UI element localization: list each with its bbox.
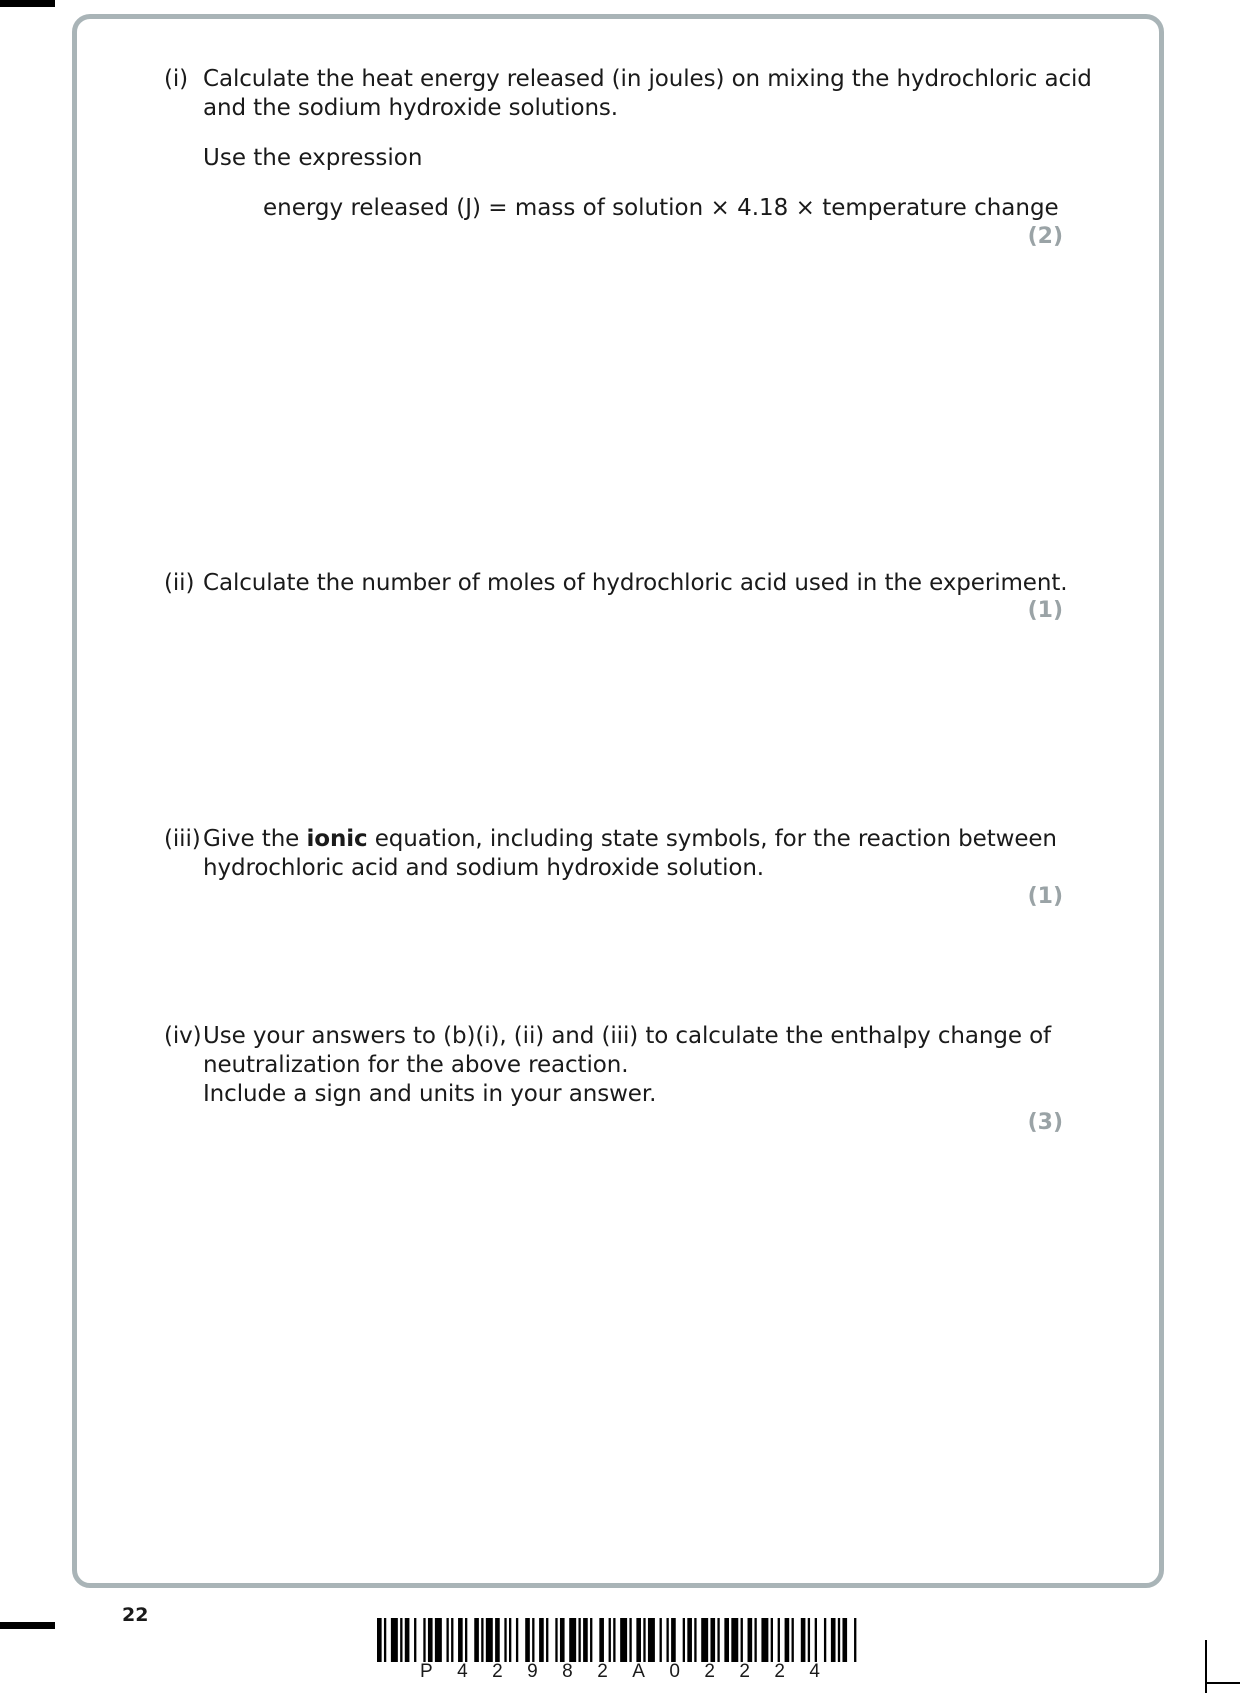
barcode-bar (854, 1618, 856, 1662)
question-text-line: Give the ionic equation, including state symbols, for the reaction between (203, 826, 1057, 852)
marks-label: (1) (1027, 598, 1063, 623)
barcode-char: 2 (774, 1661, 785, 1682)
barcode-bar (516, 1618, 518, 1662)
barcode-bar (560, 1618, 565, 1662)
barcode-bar (599, 1618, 604, 1662)
question-text-line: Calculate the heat energy released (in joules) on mixing the hydrochloric acid (203, 66, 1092, 92)
barcode-bar (583, 1618, 588, 1662)
registration-mark-bottom-right-h (1205, 1682, 1240, 1684)
barcode-bar (748, 1618, 753, 1662)
barcode-bar (525, 1618, 530, 1662)
barcode-bar (609, 1618, 611, 1662)
barcode-bar (629, 1618, 631, 1662)
barcode-bar (636, 1618, 641, 1662)
barcode-bar (377, 1618, 382, 1662)
barcode-char: 9 (527, 1661, 538, 1682)
expression-intro: Use the expression (203, 145, 423, 171)
energy-expression: energy released (J) = mass of solution × 4.18 × temperature change (263, 195, 1059, 221)
barcode-bar (532, 1618, 534, 1662)
barcode-bar (539, 1618, 544, 1662)
barcode-bar (384, 1618, 386, 1662)
barcode-bar (590, 1618, 592, 1662)
barcode-bar (761, 1618, 768, 1662)
question-number: (i) (164, 66, 189, 92)
barcode-text (420, 1661, 820, 1683)
marks-label: (3) (1027, 1110, 1063, 1135)
barcode-bar (405, 1618, 410, 1662)
question-i (164, 65, 1092, 123)
barcode-char: 2 (704, 1661, 715, 1682)
marks-label: (1) (1027, 884, 1063, 909)
barcode-char: 2 (597, 1661, 608, 1682)
barcode-bar (546, 1618, 548, 1662)
barcode-char: 2 (739, 1661, 750, 1682)
barcode-bar (509, 1618, 511, 1662)
registration-mark-bottom-right (1205, 1640, 1207, 1693)
barcode-char: 8 (562, 1661, 573, 1682)
barcode-bar (391, 1618, 398, 1662)
barcode-bar (792, 1618, 794, 1662)
barcode-bar (414, 1618, 416, 1662)
marks-label: (2) (1027, 224, 1063, 249)
question-text-line: Use your answers to (b)(i), (ii) and (iii) to calculate the enthalpy change of (203, 1023, 1052, 1049)
barcode-bar (671, 1618, 676, 1662)
emphasis-ionic: ionic (306, 826, 368, 852)
barcode-bar (465, 1618, 467, 1662)
barcode-bar (808, 1618, 810, 1662)
barcode-bar (694, 1618, 696, 1662)
barcode-bar (660, 1618, 662, 1662)
barcode-bar (754, 1618, 756, 1662)
barcode-bar (578, 1618, 580, 1662)
question-number: (iii) (164, 826, 201, 852)
registration-mark-bottom-left (0, 1622, 55, 1629)
barcode-bar (555, 1618, 557, 1662)
question-ii (164, 569, 1067, 598)
barcode-bar (428, 1618, 433, 1662)
barcode-bar (435, 1618, 442, 1662)
registration-mark-top-left (0, 0, 55, 7)
barcode-bar (842, 1618, 847, 1662)
barcode-bar (569, 1618, 576, 1662)
barcode-bar (741, 1618, 743, 1662)
barcode-bar (801, 1618, 806, 1662)
barcode-bar (717, 1618, 719, 1662)
question-text-line: hydrochloric acid and sodium hydroxide solution. (203, 855, 765, 881)
question-text-line: Include a sign and units in your answer. (203, 1081, 657, 1107)
barcode-bar (481, 1618, 483, 1662)
barcode-bar (648, 1618, 655, 1662)
barcode-bar (495, 1618, 500, 1662)
barcode (377, 1618, 861, 1662)
barcode-char: 2 (492, 1661, 503, 1682)
barcode-bar (785, 1618, 790, 1662)
question-number: (ii) (164, 570, 195, 596)
barcode-bar (724, 1618, 729, 1662)
barcode-bar (838, 1618, 840, 1662)
barcode-bar (458, 1618, 463, 1662)
question-text-line: Calculate the number of moles of hydrochloric acid used in the experiment. (203, 570, 1068, 596)
barcode-bar (446, 1618, 448, 1662)
barcode-char: 0 (669, 1661, 680, 1682)
barcode-char: P (420, 1661, 433, 1682)
question-text-line: neutralization for the above reaction. (203, 1052, 629, 1078)
barcode-bar (815, 1618, 817, 1662)
barcode-bar (687, 1618, 692, 1662)
barcode-bar (824, 1618, 826, 1662)
barcode-bar (400, 1618, 402, 1662)
barcode-bar (731, 1618, 738, 1662)
question-number: (iv) (164, 1023, 202, 1049)
barcode-bar (620, 1618, 627, 1662)
question-iii (164, 825, 1057, 883)
barcode-bar (778, 1618, 780, 1662)
barcode-char: A (632, 1661, 645, 1682)
answer-frame (72, 14, 1164, 1588)
barcode-bar (831, 1618, 836, 1662)
barcode-bar (683, 1618, 685, 1662)
barcode-bar (474, 1618, 479, 1662)
barcode-bar (504, 1618, 506, 1662)
barcode-bar (423, 1618, 425, 1662)
barcode-bar (701, 1618, 708, 1662)
barcode-bar (613, 1618, 615, 1662)
barcode-bar (643, 1618, 645, 1662)
barcode-bar (710, 1618, 715, 1662)
barcode-bar (666, 1618, 668, 1662)
barcode-bar (451, 1618, 453, 1662)
barcode-bar (486, 1618, 493, 1662)
barcode-char: 4 (809, 1661, 820, 1682)
barcode-bar (771, 1618, 773, 1662)
barcode-char: 4 (457, 1661, 468, 1682)
question-text-line: and the sodium hydroxide solutions. (203, 95, 619, 121)
question-iv (164, 1022, 1051, 1109)
page-number: 22 (122, 1604, 149, 1626)
